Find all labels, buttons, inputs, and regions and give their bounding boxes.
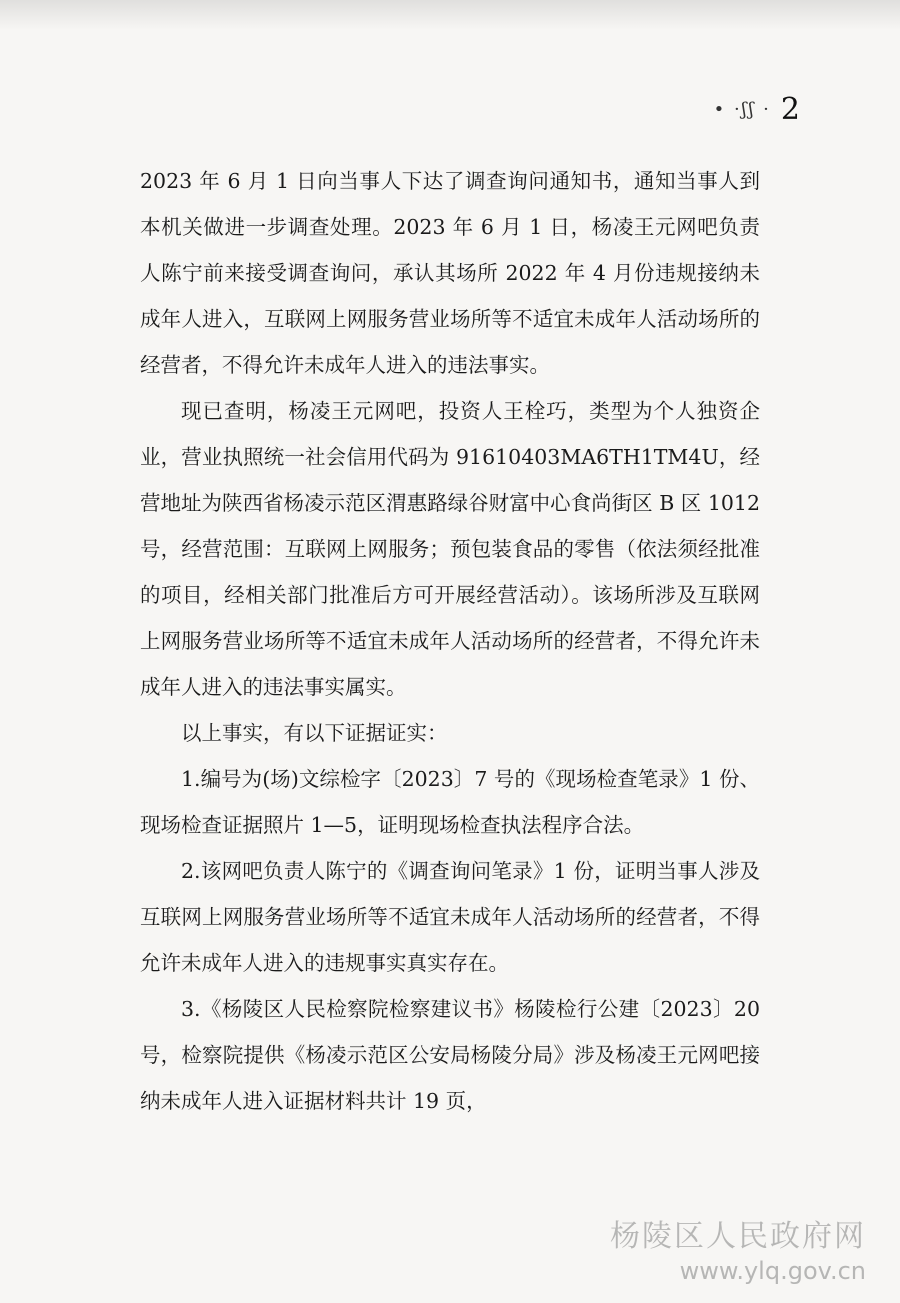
page-number: 2 [780,92,800,127]
paragraph-3: 以上事实，有以下证据证实： [181,721,448,745]
paragraph-2: 现已查明，杨凌王元网吧，投资人王栓巧，类型为个人独资企业，营业执照统一社会信用代码为 91610403MA6TH1TM4U，经营地址为陕西省杨凌示范区渭惠路绿谷财富中心食尚街区 B 区 1012 号，经营范围：互联网上网服务；预包装食品的零售（依法须经批准的项目，经相关部门批准后方可开展经营活动）。该场所涉及互联网上网服务营业场所等不适宜未成年人活动场所的经营者，不得允许未成年人进入的违法事实属实。 [140,399,760,699]
paragraph-5: 2.该网吧负责人陈宁的《调查询问笔录》1 份，证明当事人涉及互联网上网服务营业场所等不适宜未成年人活动场所的经营者，不得允许未成年人进入的违规事实真实存在。 [140,859,760,975]
page-header [714,92,800,127]
document-body [140,158,760,1124]
watermark-name: 杨陵区人民政府网 [610,1219,866,1254]
paragraph-6: 3.《杨陵区人民检察院检察建议书》杨陵检行公建〔2023〕20 号，检察院提供《杨凌示范区公安局杨陵分局》涉及杨凌王元网吧接纳未成年人进入证据材料共计 19 页， [140,997,760,1113]
watermark-url: www.ylq.gov.cn [679,1257,866,1285]
paragraph-4: 1.编号为(场)文综检字〔2023〕7 号的《现场检查笔录》1 份、现场检查证据照片 1—5，证明现场检查执法程序合法。 [140,767,760,837]
scan-mark: • ·ʃʃ · [713,99,771,120]
site-watermark [610,1211,866,1285]
scan-edge-shadow [0,0,900,30]
paragraph-1: 2023 年 6 月 1 日向当事人下达了调查询问通知书，通知当事人到本机关做进一步调查处理。2023 年 6 月 1 日，杨凌王元网吧负责人陈宁前来接受调查询问，承认其场所 2022 年 4 月份违规接纳未成年人进入，互联网上网服务营业场所等不适宜未成年人活动场所的经营者，不得允许未成年人进入的违法事实。 [140,169,760,377]
